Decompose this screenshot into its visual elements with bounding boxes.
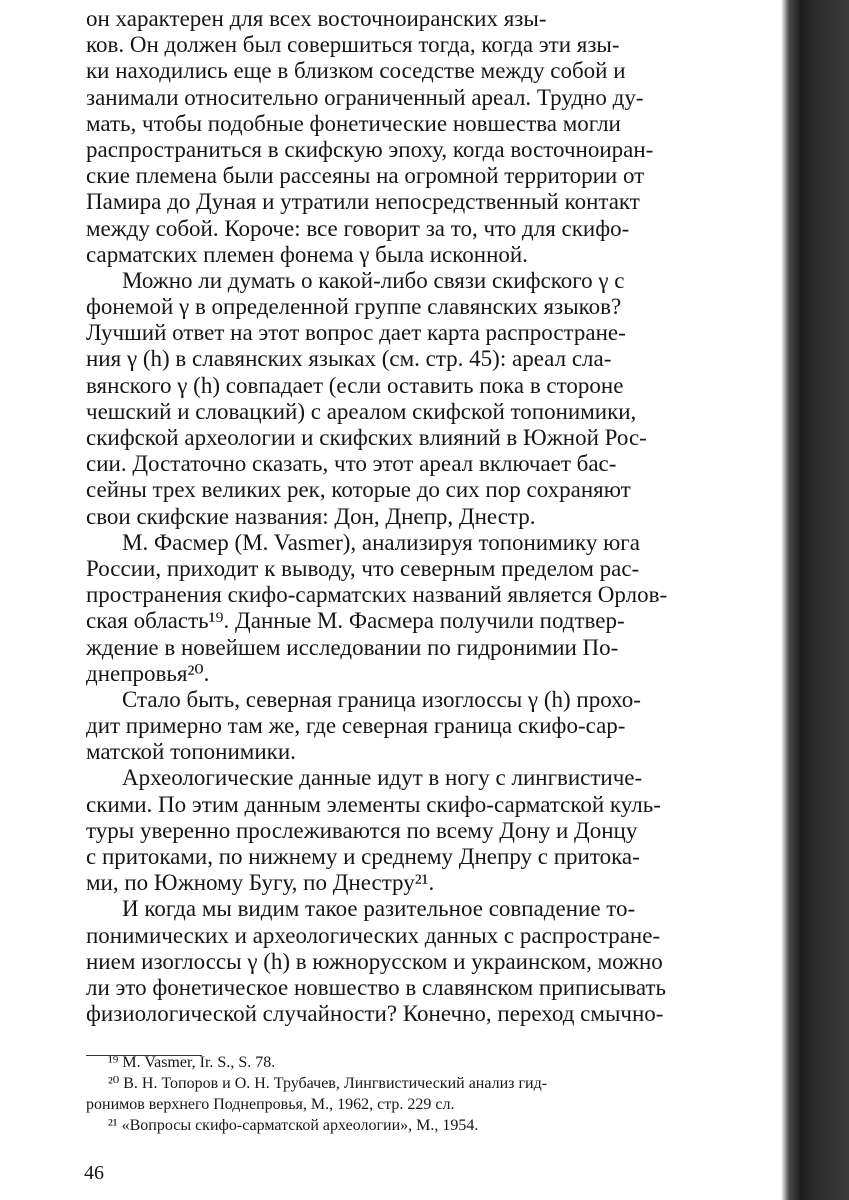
paragraph-first-line: Стало быть, северная граница изоглоссы γ (h) прохо- xyxy=(122,686,641,712)
text-line: нием изоглоссы γ (h) в южнорусском и украинском, можно xyxy=(86,948,663,974)
text-line: сейны трех великих рек, которые до сих пор сохраняют xyxy=(86,477,631,503)
text-line: матской топонимики. xyxy=(86,739,296,765)
footnote-20-continuation: ронимов верхнего Поднепровья, М., 1962, стр. 229 сл. xyxy=(86,1096,455,1113)
text-line: физиологической случайности? Конечно, переход смычно- xyxy=(86,1001,664,1027)
paragraph-first-line: Можно ли думать о какой-либо связи скифского γ с xyxy=(122,267,625,293)
text-line: ния γ (h) в славянских языках (см. стр. 45): ареал сла- xyxy=(86,346,612,372)
footnote-19: ¹⁹ M. Vasmer, Ir. S., S. 78. xyxy=(108,1054,276,1071)
text-line: мать, чтобы подобные фонетические новшества могли xyxy=(86,110,621,136)
text-line: Памира до Дуная и утратили непосредственный контакт xyxy=(86,189,640,215)
text-line: дит примерно там же, где северная граница скифо-сар- xyxy=(86,713,626,739)
text-line: скифской археологии и скифских влияний в Южной Рос- xyxy=(86,425,647,450)
footnote-21: ²¹ «Вопросы скифо-сарматской археологии», М., 1954. xyxy=(108,1117,479,1134)
text-line: ми, по Южному Бугу, по Днестру²¹. xyxy=(86,870,435,896)
text-line: занимали относительно ограниченный ареал. Трудно ду- xyxy=(86,84,644,110)
book-spine-shadow xyxy=(781,0,849,1200)
text-line: пространения скифо-сарматских названий является Орлов- xyxy=(86,582,668,608)
text-line: скими. По этим данным элементы скифо-сарматской куль- xyxy=(86,791,661,817)
text-line: чешский и словацкий) с ареалом скифской топонимики, xyxy=(86,398,637,424)
footnotes xyxy=(86,1052,786,1136)
text-line: он характерен для всех восточноиранских язы- xyxy=(86,6,547,31)
text-line: ки находились еще в близком соседстве между собой и xyxy=(86,58,626,84)
page-number: 46 xyxy=(84,1162,104,1184)
text-line: с притоками, по нижнему и среднему Днепру с притока- xyxy=(86,844,640,869)
footnote-20: ²⁰ В. Н. Топоров и О. Н. Трубачев, Лингвистический анализ гид- xyxy=(108,1075,548,1092)
text-line: понимических и археологических данных с распростране- xyxy=(86,922,661,948)
text-line: туры уверенно прослеживаются по всему Дону и Донцу xyxy=(86,817,638,843)
text-line: ли это фонетическое новшество в славянском приписывать xyxy=(86,974,666,1000)
text-line: между собой. Короче: все говорит за то, что для скифо- xyxy=(86,215,630,241)
text-line: ков. Он должен был совершиться тогда, когда эти язы- xyxy=(86,32,620,58)
paragraph-first-line: М. Фасмер (M. Vasmer), анализируя топонимику юга xyxy=(122,529,640,555)
text-line: сарматских племен фонема γ была исконной. xyxy=(86,241,528,267)
text-line: фонемой γ в определенной группе славянских языков? xyxy=(86,294,622,320)
text-line: Лучший ответ на этот вопрос дает карта распростране- xyxy=(86,320,626,346)
text-line: свои скифские названия: Дон, Днепр, Днестр. xyxy=(86,503,536,529)
text-line: вянского γ (h) совпадает (если оставить пока в стороне xyxy=(86,372,624,398)
text-line: распространиться в скифскую эпоху, когда восточноиран- xyxy=(86,136,654,162)
text-line: России, приходит к выводу, что северным пределом рас- xyxy=(86,555,640,581)
paragraph-first-line: И когда мы видим такое разительное совпадение то- xyxy=(122,896,636,922)
paragraph-first-line: Археологические данные идут в ногу с лингвистиче- xyxy=(122,765,643,791)
body-text xyxy=(86,6,786,1027)
text-line: днепровья²⁰. xyxy=(86,660,210,686)
text-line: сии. Достаточно сказать, что этот ареал включает бас- xyxy=(86,451,617,477)
text-line: ская область¹⁹. Данные М. Фасмера получили подтвер- xyxy=(86,608,625,634)
text-line: ские племена были рассеяны на огромной территории от xyxy=(86,163,645,189)
text-line: ждение в новейшем исследовании по гидронимии По- xyxy=(86,634,619,660)
